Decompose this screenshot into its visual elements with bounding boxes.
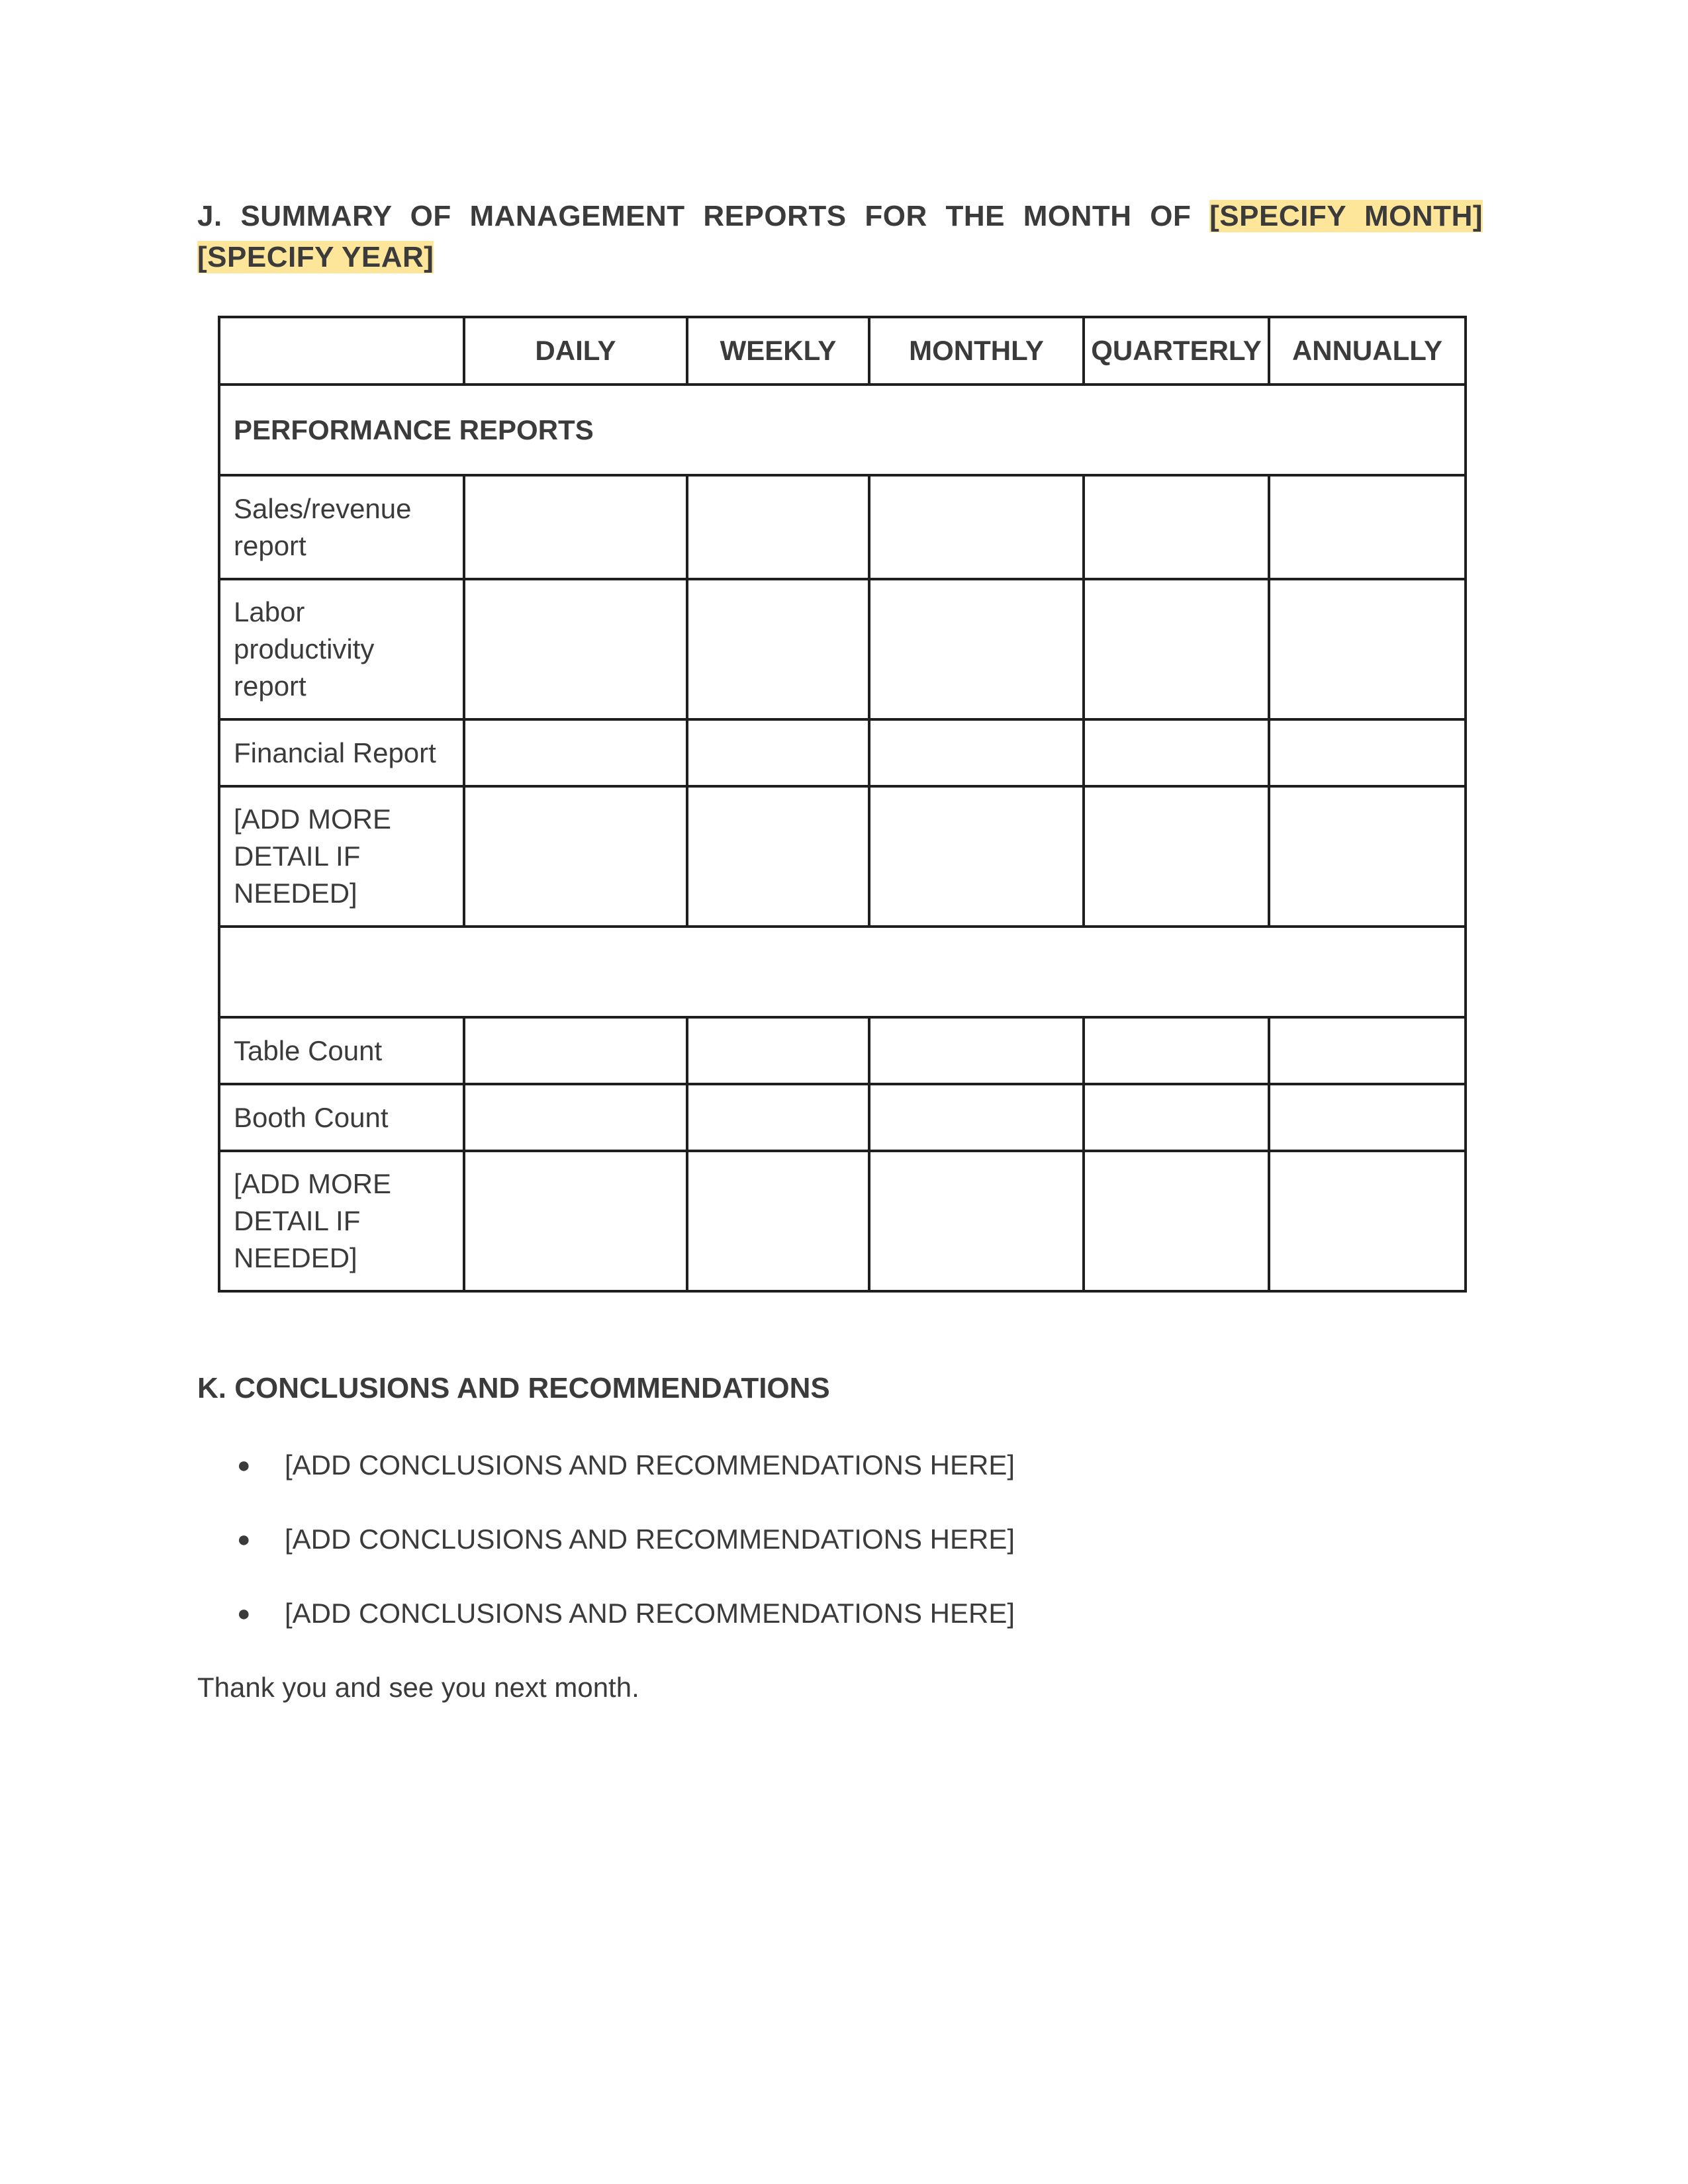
row-label-add-more-detail: [ADD MORE DETAIL IF NEEDED]	[219, 786, 464, 927]
table-cell[interactable]	[687, 475, 869, 579]
table-cell[interactable]	[464, 719, 687, 786]
table-cell[interactable]	[1084, 1084, 1269, 1151]
table-cell[interactable]	[869, 579, 1084, 719]
section-title-blank[interactable]	[219, 927, 1466, 1017]
table-cell[interactable]	[869, 786, 1084, 927]
table-header-row	[219, 317, 1466, 385]
list-item	[197, 1595, 1015, 1669]
table-cell[interactable]	[1084, 579, 1269, 719]
table-cell[interactable]	[464, 1017, 687, 1084]
table-cell[interactable]	[464, 1084, 687, 1151]
table-cell[interactable]	[687, 719, 869, 786]
table-row	[219, 719, 1466, 786]
table-row	[219, 579, 1466, 719]
table-cell[interactable]	[1084, 719, 1269, 786]
conclusions-list	[197, 1447, 1015, 1669]
row-label-table-count: Table Count	[219, 1017, 464, 1084]
header-cell-quarterly: QUARTERLY	[1084, 317, 1269, 385]
table-cell[interactable]	[1084, 1151, 1269, 1291]
section-row-performance-reports	[219, 385, 1466, 475]
table-cell[interactable]	[1269, 719, 1466, 786]
header-cell-weekly: WEEKLY	[687, 317, 869, 385]
table-row	[219, 1017, 1466, 1084]
table-cell[interactable]	[869, 719, 1084, 786]
section-j-heading-placeholder[interactable]: [SPECIFY MONTH] [SPECIFY YEAR]	[197, 200, 1483, 273]
management-reports-table	[218, 316, 1467, 1293]
table-cell[interactable]	[687, 1084, 869, 1151]
header-cell-blank	[219, 317, 464, 385]
conclusion-text[interactable]: [ADD CONCLUSIONS AND RECOMMENDATIONS HERE]	[285, 1524, 1015, 1555]
table-row	[219, 1151, 1466, 1291]
row-label-booth-count: Booth Count	[219, 1084, 464, 1151]
list-item	[197, 1447, 1015, 1521]
table-cell[interactable]	[869, 475, 1084, 579]
table-cell[interactable]	[464, 1151, 687, 1291]
table-cell[interactable]	[869, 1084, 1084, 1151]
table-cell[interactable]	[464, 786, 687, 927]
table-cell[interactable]	[687, 1151, 869, 1291]
header-cell-daily: DAILY	[464, 317, 687, 385]
row-label-add-more-detail: [ADD MORE DETAIL IF NEEDED]	[219, 1151, 464, 1291]
table-cell[interactable]	[687, 786, 869, 927]
header-cell-annually: ANNUALLY	[1269, 317, 1466, 385]
bullet-icon: ●	[237, 1453, 251, 1478]
table-cell[interactable]	[464, 475, 687, 579]
table-cell[interactable]	[1269, 1017, 1466, 1084]
table-cell[interactable]	[1269, 786, 1466, 927]
table-cell[interactable]	[687, 579, 869, 719]
closing-text: Thank you and see you next month.	[197, 1672, 639, 1703]
table-cell[interactable]	[687, 1017, 869, 1084]
section-j-heading-text: J. SUMMARY OF MANAGEMENT REPORTS FOR THE MONTH OF	[197, 200, 1210, 232]
row-label-financial-report: Financial Report	[219, 719, 464, 786]
table-cell[interactable]	[464, 579, 687, 719]
header-cell-monthly: MONTHLY	[869, 317, 1084, 385]
row-label-sales-revenue: Sales/revenue report	[219, 475, 464, 579]
table-cell[interactable]	[869, 1017, 1084, 1084]
section-j-heading	[197, 196, 1483, 278]
section-row-blank	[219, 927, 1466, 1017]
table-row	[219, 475, 1466, 579]
table-cell[interactable]	[1084, 475, 1269, 579]
section-title-performance-reports: PERFORMANCE REPORTS	[219, 385, 1466, 475]
table-cell[interactable]	[1269, 475, 1466, 579]
table-cell[interactable]	[869, 1151, 1084, 1291]
table-cell[interactable]	[1269, 1151, 1466, 1291]
table-cell[interactable]	[1084, 786, 1269, 927]
section-k-heading: K. CONCLUSIONS AND RECOMMENDATIONS	[197, 1372, 830, 1404]
table-cell[interactable]	[1269, 579, 1466, 719]
conclusion-text[interactable]: [ADD CONCLUSIONS AND RECOMMENDATIONS HERE]	[285, 1598, 1015, 1629]
row-label-labor-productivity: Labor productivity report	[219, 579, 464, 719]
bullet-icon: ●	[237, 1601, 251, 1626]
table-cell[interactable]	[1084, 1017, 1269, 1084]
table-row	[219, 786, 1466, 927]
list-item	[197, 1521, 1015, 1595]
table-cell[interactable]	[1269, 1084, 1466, 1151]
table-row	[219, 1084, 1466, 1151]
bullet-icon: ●	[237, 1527, 251, 1552]
conclusion-text[interactable]: [ADD CONCLUSIONS AND RECOMMENDATIONS HERE]	[285, 1449, 1015, 1480]
